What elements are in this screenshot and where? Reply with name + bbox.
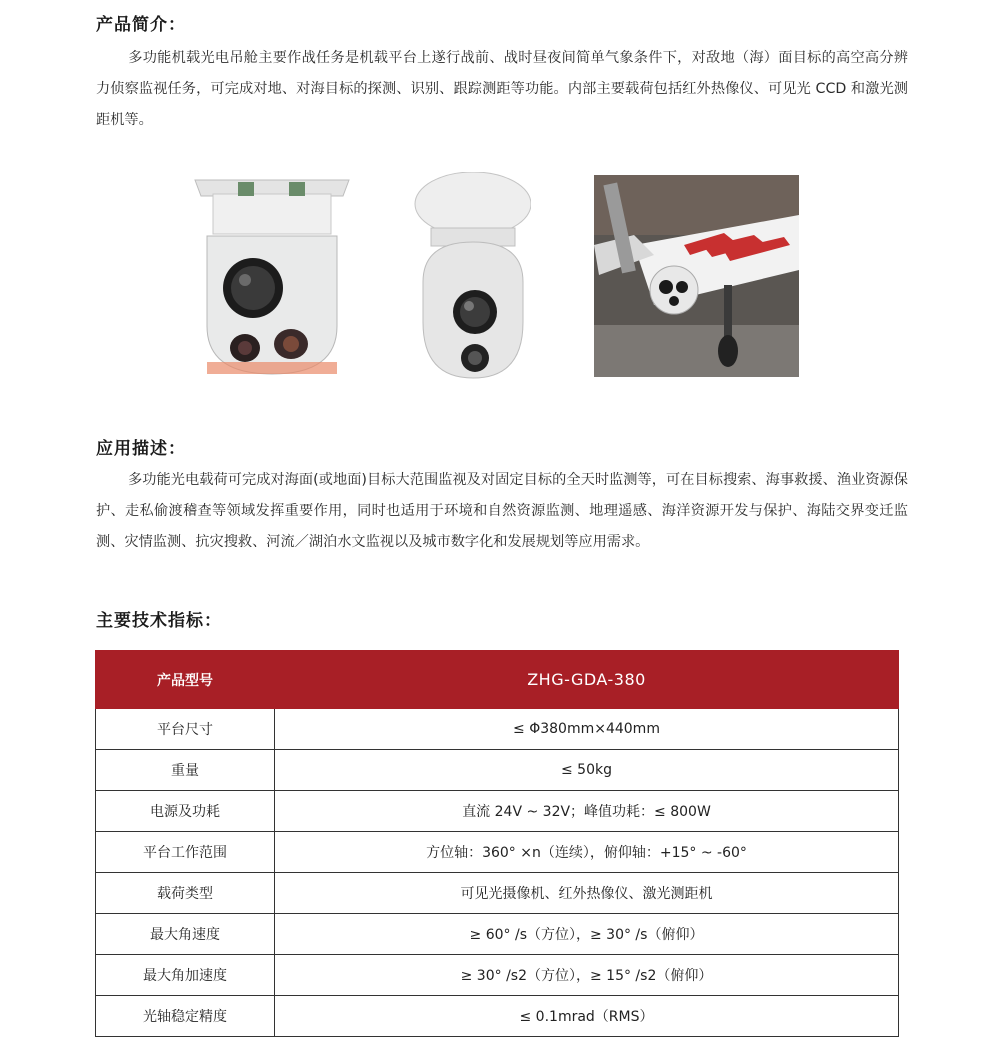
spec-label: 光轴稳定精度: [96, 996, 275, 1037]
spec-header-row: [96, 651, 899, 709]
pod-front-view-image: [193, 176, 351, 376]
spec-header-label: 产品型号: [96, 651, 275, 709]
spec-row: [96, 873, 899, 914]
spec-value: ≥ 60° /s（方位），≥ 30° /s（俯仰）: [275, 914, 899, 955]
spec-row: [96, 750, 899, 791]
spec-header-value: ZHG-GDA-380: [275, 651, 899, 709]
spec-row: [96, 709, 899, 750]
spec-label: 最大角加速度: [96, 955, 275, 996]
spec-value: ≤ Φ380mm×440mm: [275, 709, 899, 750]
application-heading: 应用描述：: [96, 439, 186, 459]
spec-label: 平台尺寸: [96, 709, 275, 750]
application-paragraph: [96, 465, 908, 558]
spec-label: 重量: [96, 750, 275, 791]
pod-ball-turret-image: [413, 172, 531, 380]
spec-label: 电源及功耗: [96, 791, 275, 832]
spec-row: [96, 832, 899, 873]
spec-row: [96, 955, 899, 996]
intro-heading: 产品简介：: [96, 15, 186, 35]
intro-paragraph: [96, 43, 908, 136]
application-text: 多功能光电载荷可完成对海面(或地面)目标大范围监视及对固定目标的全天时监测等，可在目标搜索、海事救援、渔业资源保护、走私偷渡稽查等领域发挥重要作用，同时也适用于环境和自然资源监测、地理遥感、海洋资源开发与保护、海陆交界变迁监测、灾情监测、抗灾搜救、河流／湖泊水文监视以及城市数字化和发展规划等应用需求。: [96, 472, 908, 550]
specs-heading: 主要技术指标：: [96, 611, 222, 631]
spec-label: 载荷类型: [96, 873, 275, 914]
spec-value: 直流 24V ~ 32V；峰值功耗：≤ 800W: [275, 791, 899, 832]
spec-row: [96, 791, 899, 832]
pod-mounted-on-aircraft-image: [594, 175, 799, 377]
spec-label: 最大角速度: [96, 914, 275, 955]
spec-value: 方位轴：360° ×n（连续），俯仰轴：+15° ~ -60°: [275, 832, 899, 873]
spec-row: [96, 914, 899, 955]
spec-value: 可见光摄像机、红外热像仪、激光测距机: [275, 873, 899, 914]
spec-value: ≤ 0.1mrad（RMS）: [275, 996, 899, 1037]
spec-label: 平台工作范围: [96, 832, 275, 873]
spec-value: ≥ 30° /s2（方位），≥ 15° /s2（俯仰）: [275, 955, 899, 996]
spec-row: [96, 996, 899, 1037]
spec-table: [95, 650, 899, 1037]
intro-text: 多功能机载光电吊舱主要作战任务是机载平台上遂行战前、战时昼夜间简单气象条件下，对敌地（海）面目标的高空高分辨力侦察监视任务，可完成对地、对海目标的探测、识别、跟踪测距等功能。内部主要载荷包括红外热像仪、可见光 CCD 和激光测距机等。: [96, 50, 908, 128]
spec-value: ≤ 50kg: [275, 750, 899, 791]
